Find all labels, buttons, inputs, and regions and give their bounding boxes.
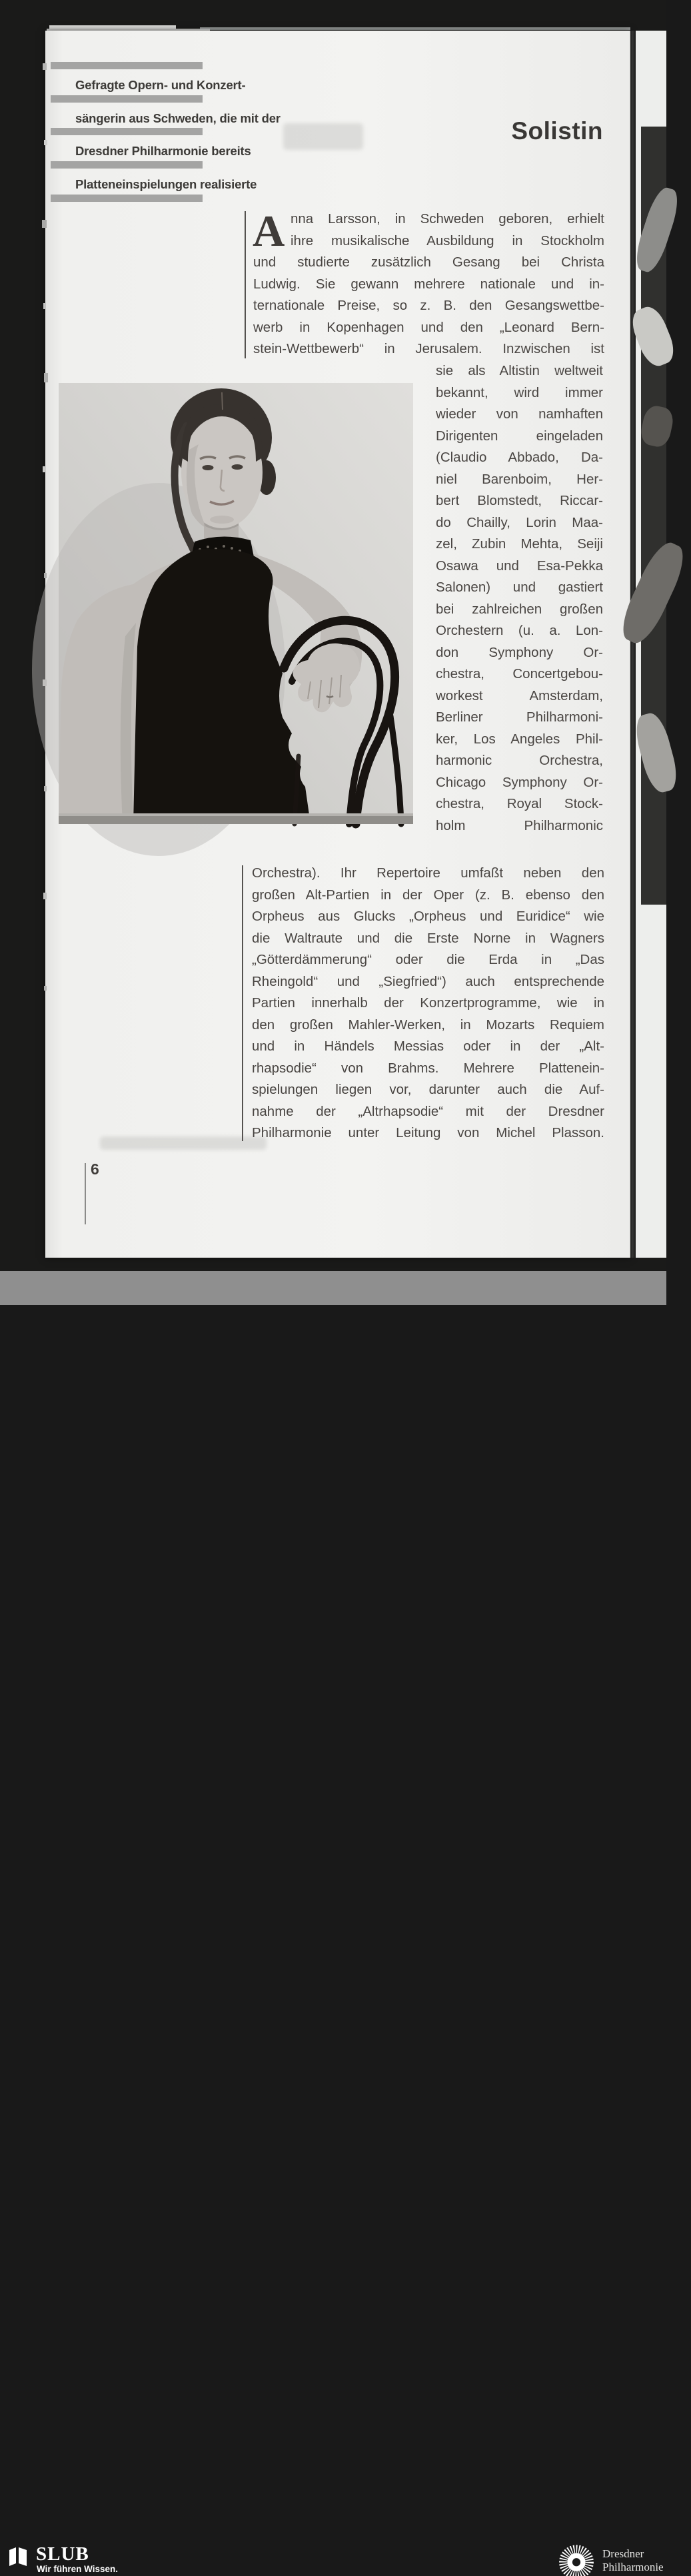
text-line: Rheingold“ und „Siegfried“) auch entsprechende	[252, 973, 604, 989]
text-line: Ludwig. Sie gewann mehrere nationale und in-	[253, 276, 604, 292]
text-line: Osawa und Esa-Pekka	[436, 558, 603, 574]
open-book-icon	[8, 2546, 28, 2567]
text-line: und in Händels Messias oder in der „Alt-	[252, 1039, 604, 1054]
viewer-footer	[0, 1271, 666, 2574]
text-line: ihre musikalische Ausbildung in Stockholm	[291, 232, 604, 248]
paragraph-rule	[242, 865, 243, 1141]
text-line: harmonic Orchestra,	[436, 753, 603, 768]
text-line: sie als Altistin weltweit	[436, 363, 603, 378]
text-line: nahme der „Altrhapsodie“ mit der Dresdner	[252, 1103, 604, 1119]
text-line: spielungen liegen vor, darunter auch die Auf-	[252, 1082, 604, 1097]
text-line: bert Blomstedt, Riccar-	[436, 493, 603, 508]
page-number: 6	[91, 1160, 99, 1178]
drop-cap: A	[253, 207, 285, 256]
biography-paragraph-2	[252, 863, 604, 1144]
text-line: ker, Los Angeles Phil-	[436, 731, 603, 747]
text-line: stein-Wettbewerb“ in Jerusalem. Inzwischen ist	[253, 341, 604, 356]
binding-mark	[42, 220, 47, 228]
binding-mark	[44, 786, 47, 791]
text-line: die Waltraute und die Erste Norne in Wagners	[252, 930, 604, 946]
soloist-kicker	[75, 69, 302, 202]
text-line: niel Barenboim, Her-	[436, 471, 603, 487]
binding-mark	[43, 466, 46, 472]
text-line: wieder von namhaften	[436, 406, 603, 422]
binding-mark	[43, 63, 47, 70]
text-line: rhapsodie“ von Brahms. Mehrere Plattenein-	[252, 1060, 604, 1076]
text-line: (Claudio Abbado, Da-	[436, 450, 603, 465]
text-line: Dirigenten eingeladen	[436, 428, 603, 444]
left-eye	[203, 465, 214, 470]
text-line: don Symphony Or-	[436, 644, 603, 660]
text-line: bekannt, wird immer	[436, 384, 603, 400]
text-line: chestra, Concertgebou-	[436, 666, 603, 681]
text-line: und studierte zusätzlich Gesang bei Christa	[253, 254, 604, 270]
text-line: Philharmonie unter Leitung von Michel Plasson.	[252, 1125, 604, 1140]
text-line: Gefragte Opern- und Konzert-	[75, 78, 246, 92]
binding-mark	[43, 303, 46, 309]
text-line: holm Philharmonic	[436, 817, 603, 833]
text-line: Dresdner Philharmonie bereits	[75, 144, 251, 159]
portrait-photo	[59, 383, 413, 824]
philharmonie-wordmark: Dresdner Philharmonie	[602, 2547, 664, 2573]
text-line: Orchestra). Ihr Repertoire umfaßt neben den	[252, 865, 604, 881]
text-line: zel, Zubin Mehta, Seiji	[436, 536, 603, 552]
binding-mark	[44, 986, 47, 991]
slub-tagline: Wir führen Wissen.	[37, 2564, 119, 2574]
stacked-page-edge	[200, 27, 630, 30]
page-title: Solistin	[511, 117, 603, 145]
binding-mark	[44, 373, 48, 382]
text-line: großen Alt-Partien in der Oper (z. B. ebenso den	[252, 887, 604, 903]
text-line: den großen Mahler-Werken, in Mozarts Requiem	[252, 1017, 604, 1033]
page-number-rule	[85, 1163, 86, 1224]
biography-paragraph-1	[253, 209, 604, 360]
text-line: nna Larsson, in Schweden geboren, erhielt	[291, 211, 604, 226]
text-line: ternationale Preise, so z. B. den Gesangswettbe-	[253, 298, 604, 313]
text-line: Platteneinspielungen realisierte	[75, 177, 257, 192]
sunburst-icon	[556, 2543, 597, 2576]
text-line: Orchestern (u. a. Lon-	[436, 623, 603, 638]
text-line: Orpheus aus Glucks „Orpheus und Euridice“ wie	[252, 909, 604, 924]
text-line: do Chailly, Lorin Maa-	[436, 514, 603, 530]
slub-wordmark: SLUB	[36, 2543, 89, 2565]
print-bleed-ghost	[283, 123, 363, 150]
slub-logo-link[interactable]	[7, 2544, 160, 2575]
text-line: Salonen) und gastiert	[436, 580, 603, 595]
hair-part	[222, 392, 223, 410]
page-crease	[629, 31, 636, 1258]
divider-bar	[51, 62, 203, 69]
text-line: bei zahlreichen großen	[436, 601, 603, 617]
biography-column	[436, 360, 603, 837]
text-line: Partien innerhalb der Konzertprogramme, wie in	[252, 995, 604, 1011]
binding-mark	[44, 573, 47, 578]
text-line: workest Amsterdam,	[436, 687, 603, 703]
text-line: chestra, Royal Stock-	[436, 796, 603, 811]
philharmonie-logo-link[interactable]	[556, 2542, 666, 2576]
binding-mark	[44, 140, 47, 145]
text-line: Berliner Philharmoni-	[436, 709, 603, 725]
portrait-illustration	[59, 383, 413, 824]
text-line: sängerin aus Schweden, die mit der	[75, 111, 281, 125]
text-line: werb in Kopenhagen und den „Leonard Bern-	[253, 319, 604, 335]
text-line: „Götterdämmerung“ oder die Erda in „Das	[252, 952, 604, 967]
right-eye	[232, 464, 243, 470]
text-line: Chicago Symphony Or-	[436, 774, 603, 790]
binding-mark	[43, 893, 47, 899]
adjacent-page-photo	[641, 127, 666, 905]
paragraph-rule	[245, 211, 246, 358]
